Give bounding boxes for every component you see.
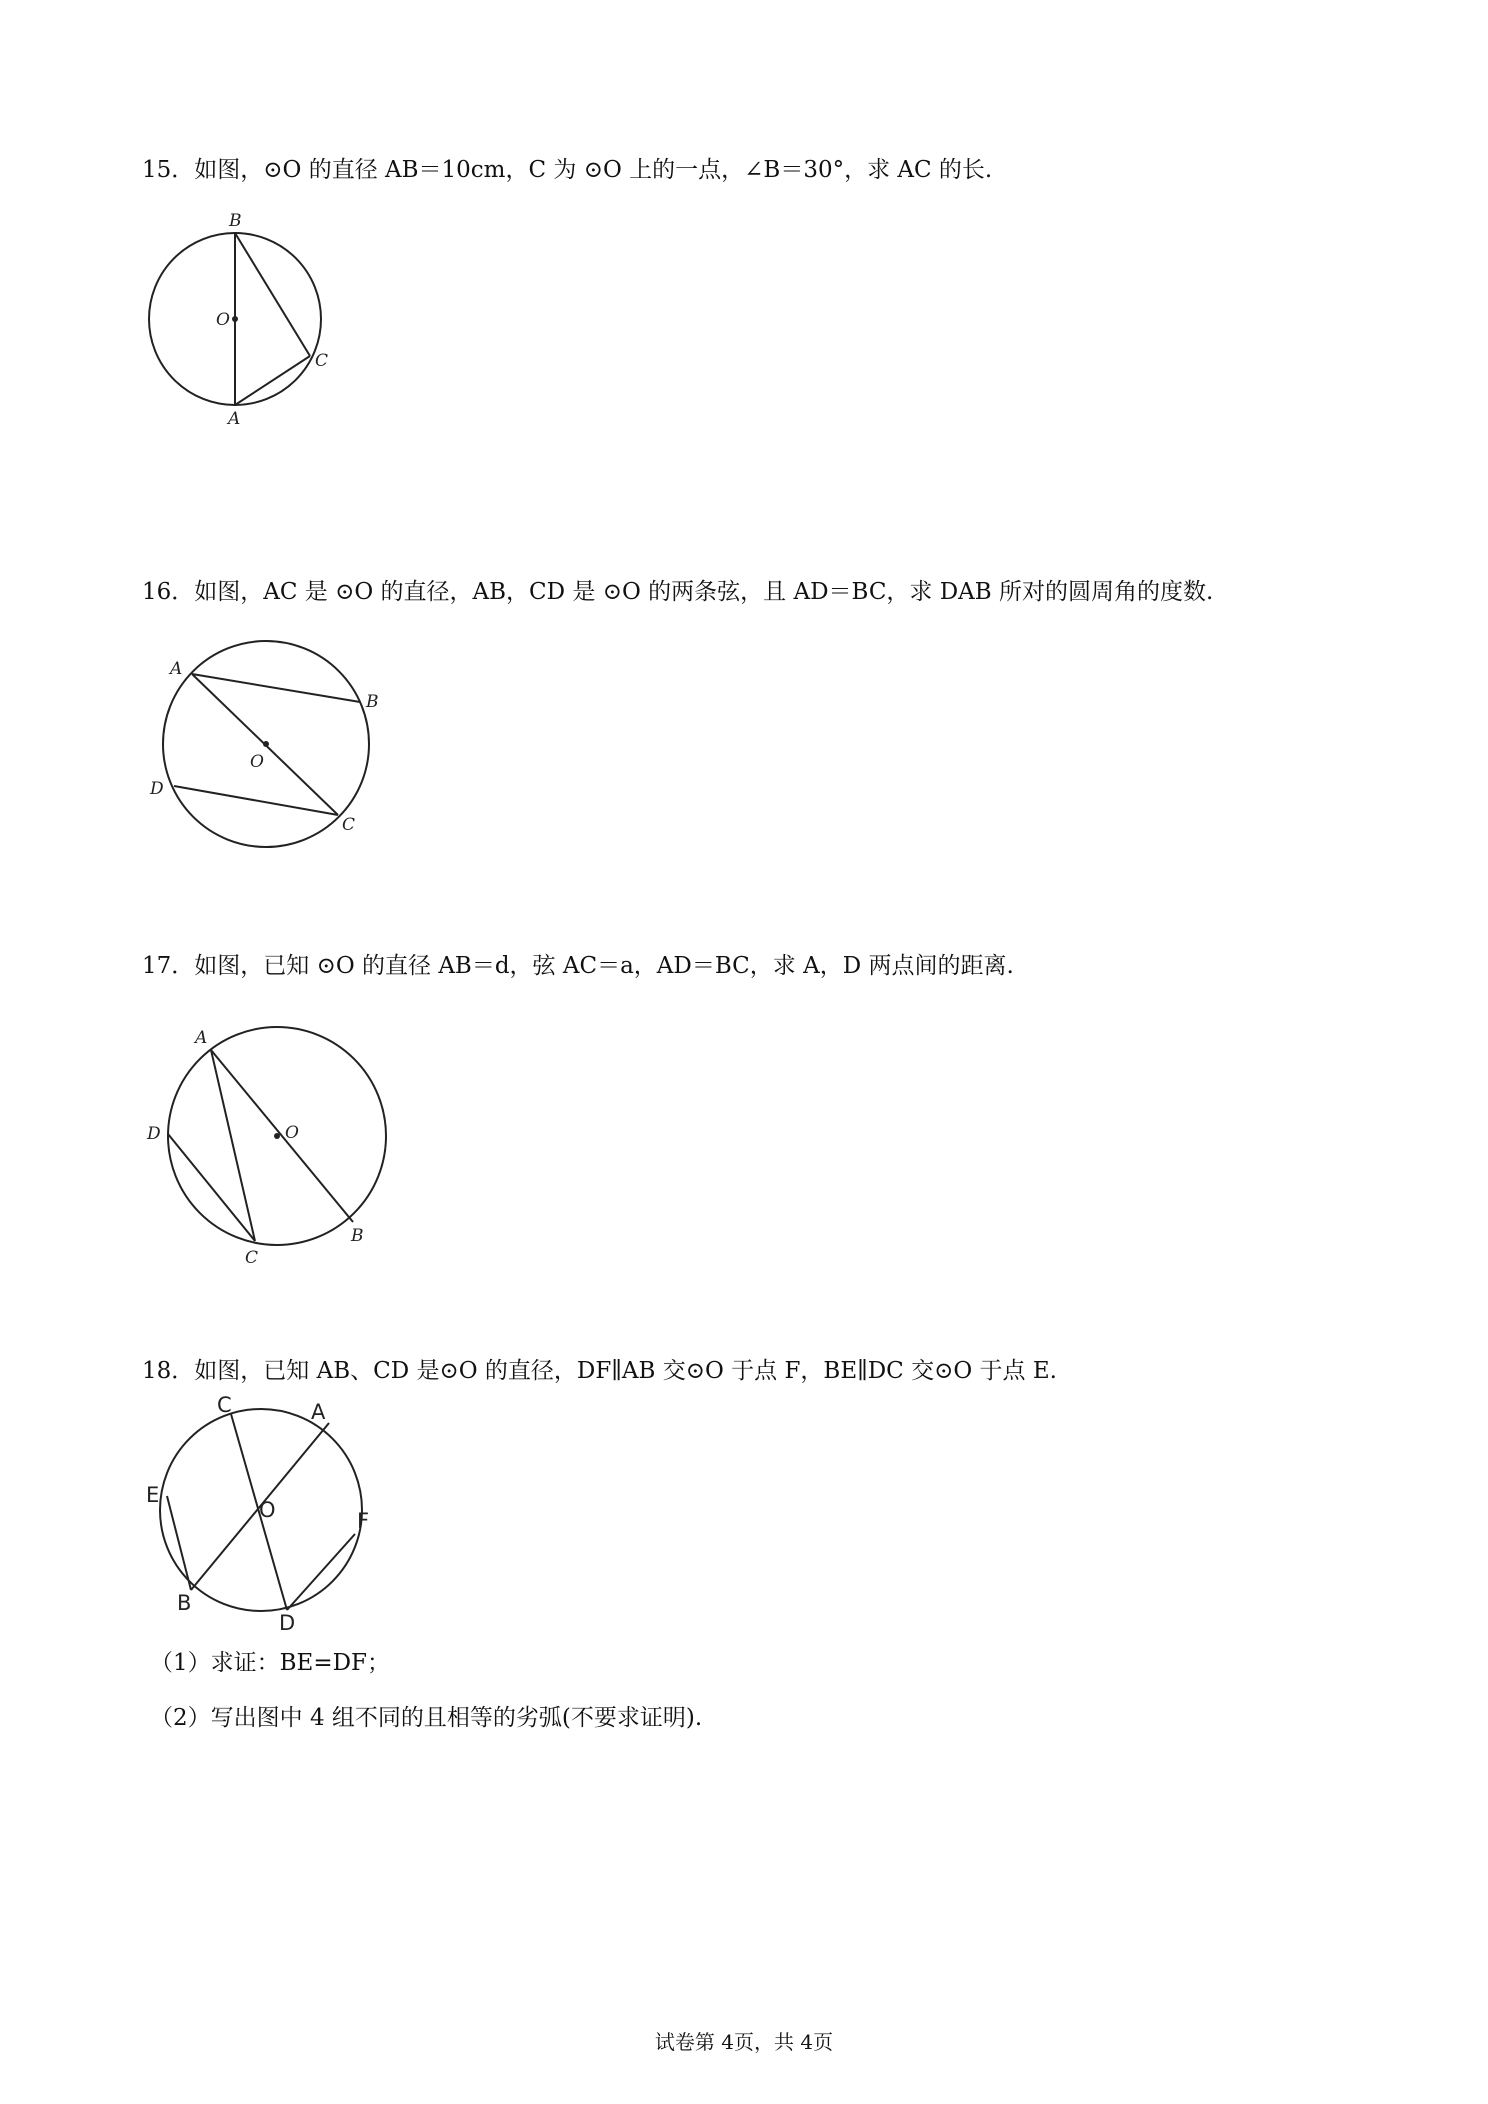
question-18-part-2: （2）写出图中 4 组不同的且相等的劣弧(不要求证明). <box>150 1705 703 1731</box>
circle-diagram-15 <box>140 212 340 432</box>
question-16-figure <box>150 640 390 860</box>
label-A: A <box>311 1400 326 1424</box>
label-B: B <box>351 1226 364 1246</box>
label-F: F <box>357 1509 370 1533</box>
circle-diagram-17 <box>145 1024 405 1274</box>
label-A: A <box>228 409 241 429</box>
label-C: C <box>217 1393 232 1417</box>
label-O: O <box>216 310 230 330</box>
question-17-figure <box>145 1024 405 1274</box>
circle-diagram-16 <box>150 640 390 860</box>
label-D: D <box>147 1124 161 1144</box>
circle-diagram-18 <box>143 1393 383 1636</box>
label-D: D <box>279 1611 296 1635</box>
question-16-text: 16．如图，AC 是 ⊙O 的直径，AB，CD 是 ⊙O 的两条弦，且 AD＝BC，求 DAB 所对的圆周角的度数. <box>142 579 1214 605</box>
question-17-text: 17．如图，已知 ⊙O 的直径 AB＝d，弦 AC＝a，AD＝BC，求 A，D 两点间的距离. <box>142 953 1014 979</box>
label-B: B <box>229 211 242 231</box>
label-B: B <box>177 1591 192 1615</box>
label-C: C <box>342 815 356 835</box>
page-footer: 试卷第 4页，共 4页 <box>654 2030 834 2054</box>
question-18-text: 18．如图，已知 AB、CD 是⊙O 的直径，DF∥AB 交⊙O 于点 F，BE∥DC 交⊙O 于点 E. <box>142 1358 1057 1384</box>
label-A: A <box>195 1028 208 1048</box>
label-O: O <box>250 752 264 772</box>
question-18-part-1: （1）求证：BE=DF； <box>150 1650 390 1676</box>
label-O: O <box>285 1123 299 1143</box>
label-D: D <box>150 779 164 799</box>
label-B: B <box>366 692 379 712</box>
label-A: A <box>170 659 183 679</box>
label-C: C <box>315 351 329 371</box>
label-E: E <box>146 1483 160 1507</box>
question-18-figure <box>143 1393 383 1636</box>
label-C: C <box>245 1248 259 1268</box>
question-15-figure <box>140 212 340 432</box>
label-O: O <box>259 1498 276 1522</box>
question-15-text: 15．如图，⊙O 的直径 AB＝10cm，C 为 ⊙O 上的一点，∠B＝30°，求 AC 的长. <box>142 157 993 183</box>
